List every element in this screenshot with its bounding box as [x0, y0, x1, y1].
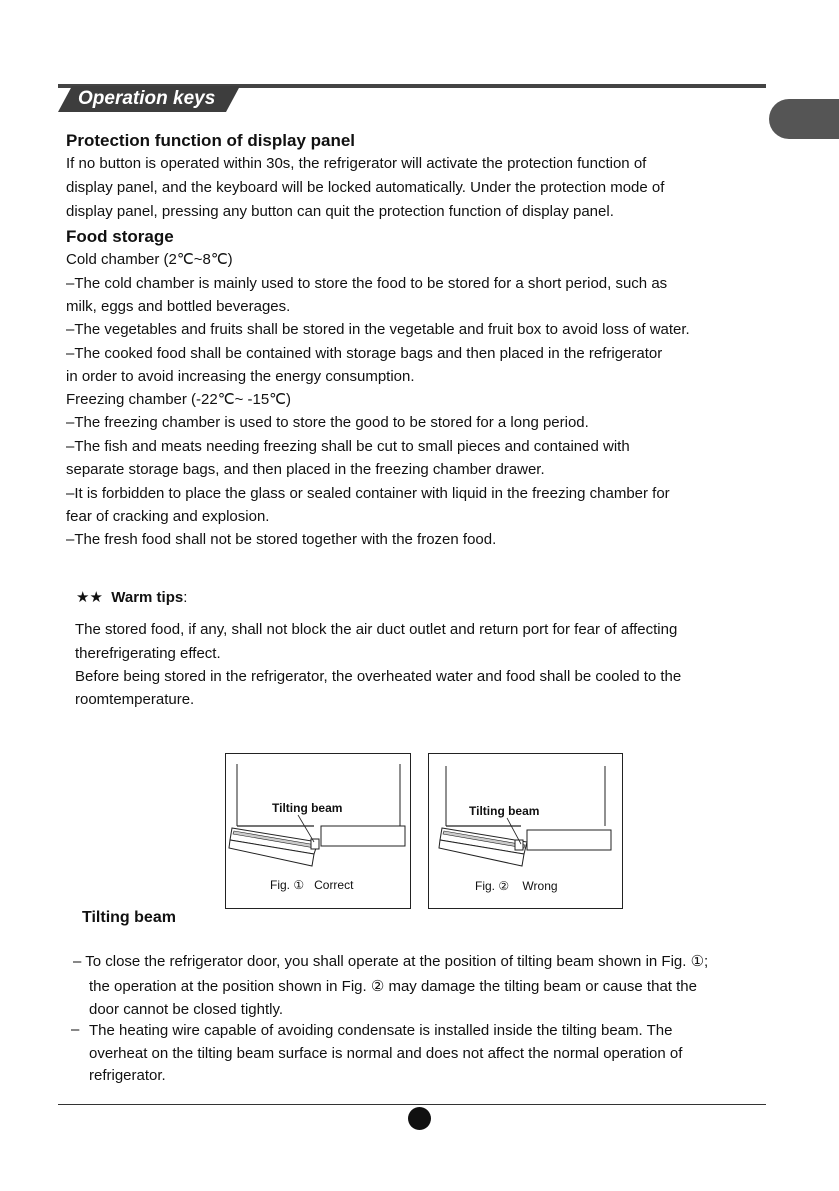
food-line: fear of cracking and explosion.: [66, 508, 270, 525]
star-icon: ★★: [76, 589, 103, 606]
protection-line: If no button is operated within 30s, the refrigerator will activate the protection function of: [66, 155, 647, 172]
page-number-dot: [408, 1107, 431, 1130]
tilting-line: – To close the refrigerator door, you shall operate at the position of tilting beam shown in Fig. ①;: [73, 953, 709, 970]
protection-line: display panel, pressing any button can quit the protection function of display panel.: [66, 203, 614, 220]
protection-heading: Protection function of display panel: [66, 131, 356, 150]
tips-line: The stored food, if any, shall not block the air duct outlet and return port for fear of affecting: [75, 621, 678, 638]
tips-line: roomtemperature.: [75, 691, 195, 708]
food-heading: Food storage: [66, 227, 174, 246]
warm-tips-heading: [76, 589, 187, 607]
tilting-line: refrigerator.: [89, 1067, 166, 1084]
figure-caption: Fig. ① Correct: [270, 878, 354, 892]
tilting-line: the operation at the position shown in Fig. ② may damage the tilting beam or cause that the: [89, 978, 697, 995]
protection-line: display panel, and the keyboard will be locked automatically. Under the protection mode of: [66, 179, 665, 196]
food-line: separate storage bags, and then placed in the freezing chamber drawer.: [66, 461, 545, 478]
tilting-beam-label: Tilting beam: [469, 804, 540, 818]
food-line: –The cold chamber is mainly used to store the food to be stored for a short period, such as: [66, 275, 668, 292]
page-title: Operation keys: [78, 88, 216, 109]
food-line: –It is forbidden to place the glass or sealed container with liquid in the freezing chamber for: [66, 485, 670, 502]
food-line: –The vegetables and fruits shall be stored in the vegetable and fruit box to avoid loss of water.: [66, 321, 690, 338]
tilting-line: The heating wire capable of avoiding condensate is installed inside the tilting beam. The: [89, 1022, 673, 1039]
warm-tips-colon: :: [183, 589, 188, 606]
food-line: milk, eggs and bottled beverages.: [66, 298, 291, 315]
figure-wrong: [428, 753, 623, 909]
warm-tips-label: Warm tips: [111, 589, 184, 606]
side-tab-marker: [769, 99, 839, 139]
figure-correct: [225, 753, 411, 909]
food-line: Cold chamber (2℃~8℃): [66, 251, 233, 268]
food-line: –The freezing chamber is used to store the good to be stored for a long period.: [66, 414, 589, 431]
tilting-line: door cannot be closed tightly.: [89, 1001, 284, 1018]
figure-caption: Fig. ② Wrong: [475, 879, 558, 893]
tilting-line: overheat on the tilting beam surface is normal and does not affect the normal operation of: [89, 1045, 683, 1062]
food-line: –The fish and meats needing freezing shall be cut to small pieces and contained with: [66, 438, 630, 455]
food-line: Freezing chamber (-22℃~ -15℃): [66, 391, 292, 408]
food-line: –The cooked food shall be contained with storage bags and then placed in the refrigerator: [66, 345, 663, 362]
food-line: –The fresh food shall not be stored together with the frozen food.: [66, 531, 497, 548]
food-line: in order to avoid increasing the energy consumption.: [66, 368, 415, 385]
tips-line: therefrigerating effect.: [75, 645, 221, 662]
tilting-beam-heading: Tilting beam: [82, 909, 176, 926]
bullet-dash: –: [71, 1021, 80, 1038]
tilting-beam-label: Tilting beam: [272, 801, 343, 815]
tips-line: Before being stored in the refrigerator, the overheated water and food shall be cooled to the: [75, 668, 682, 685]
footer-rule: [58, 1104, 766, 1105]
